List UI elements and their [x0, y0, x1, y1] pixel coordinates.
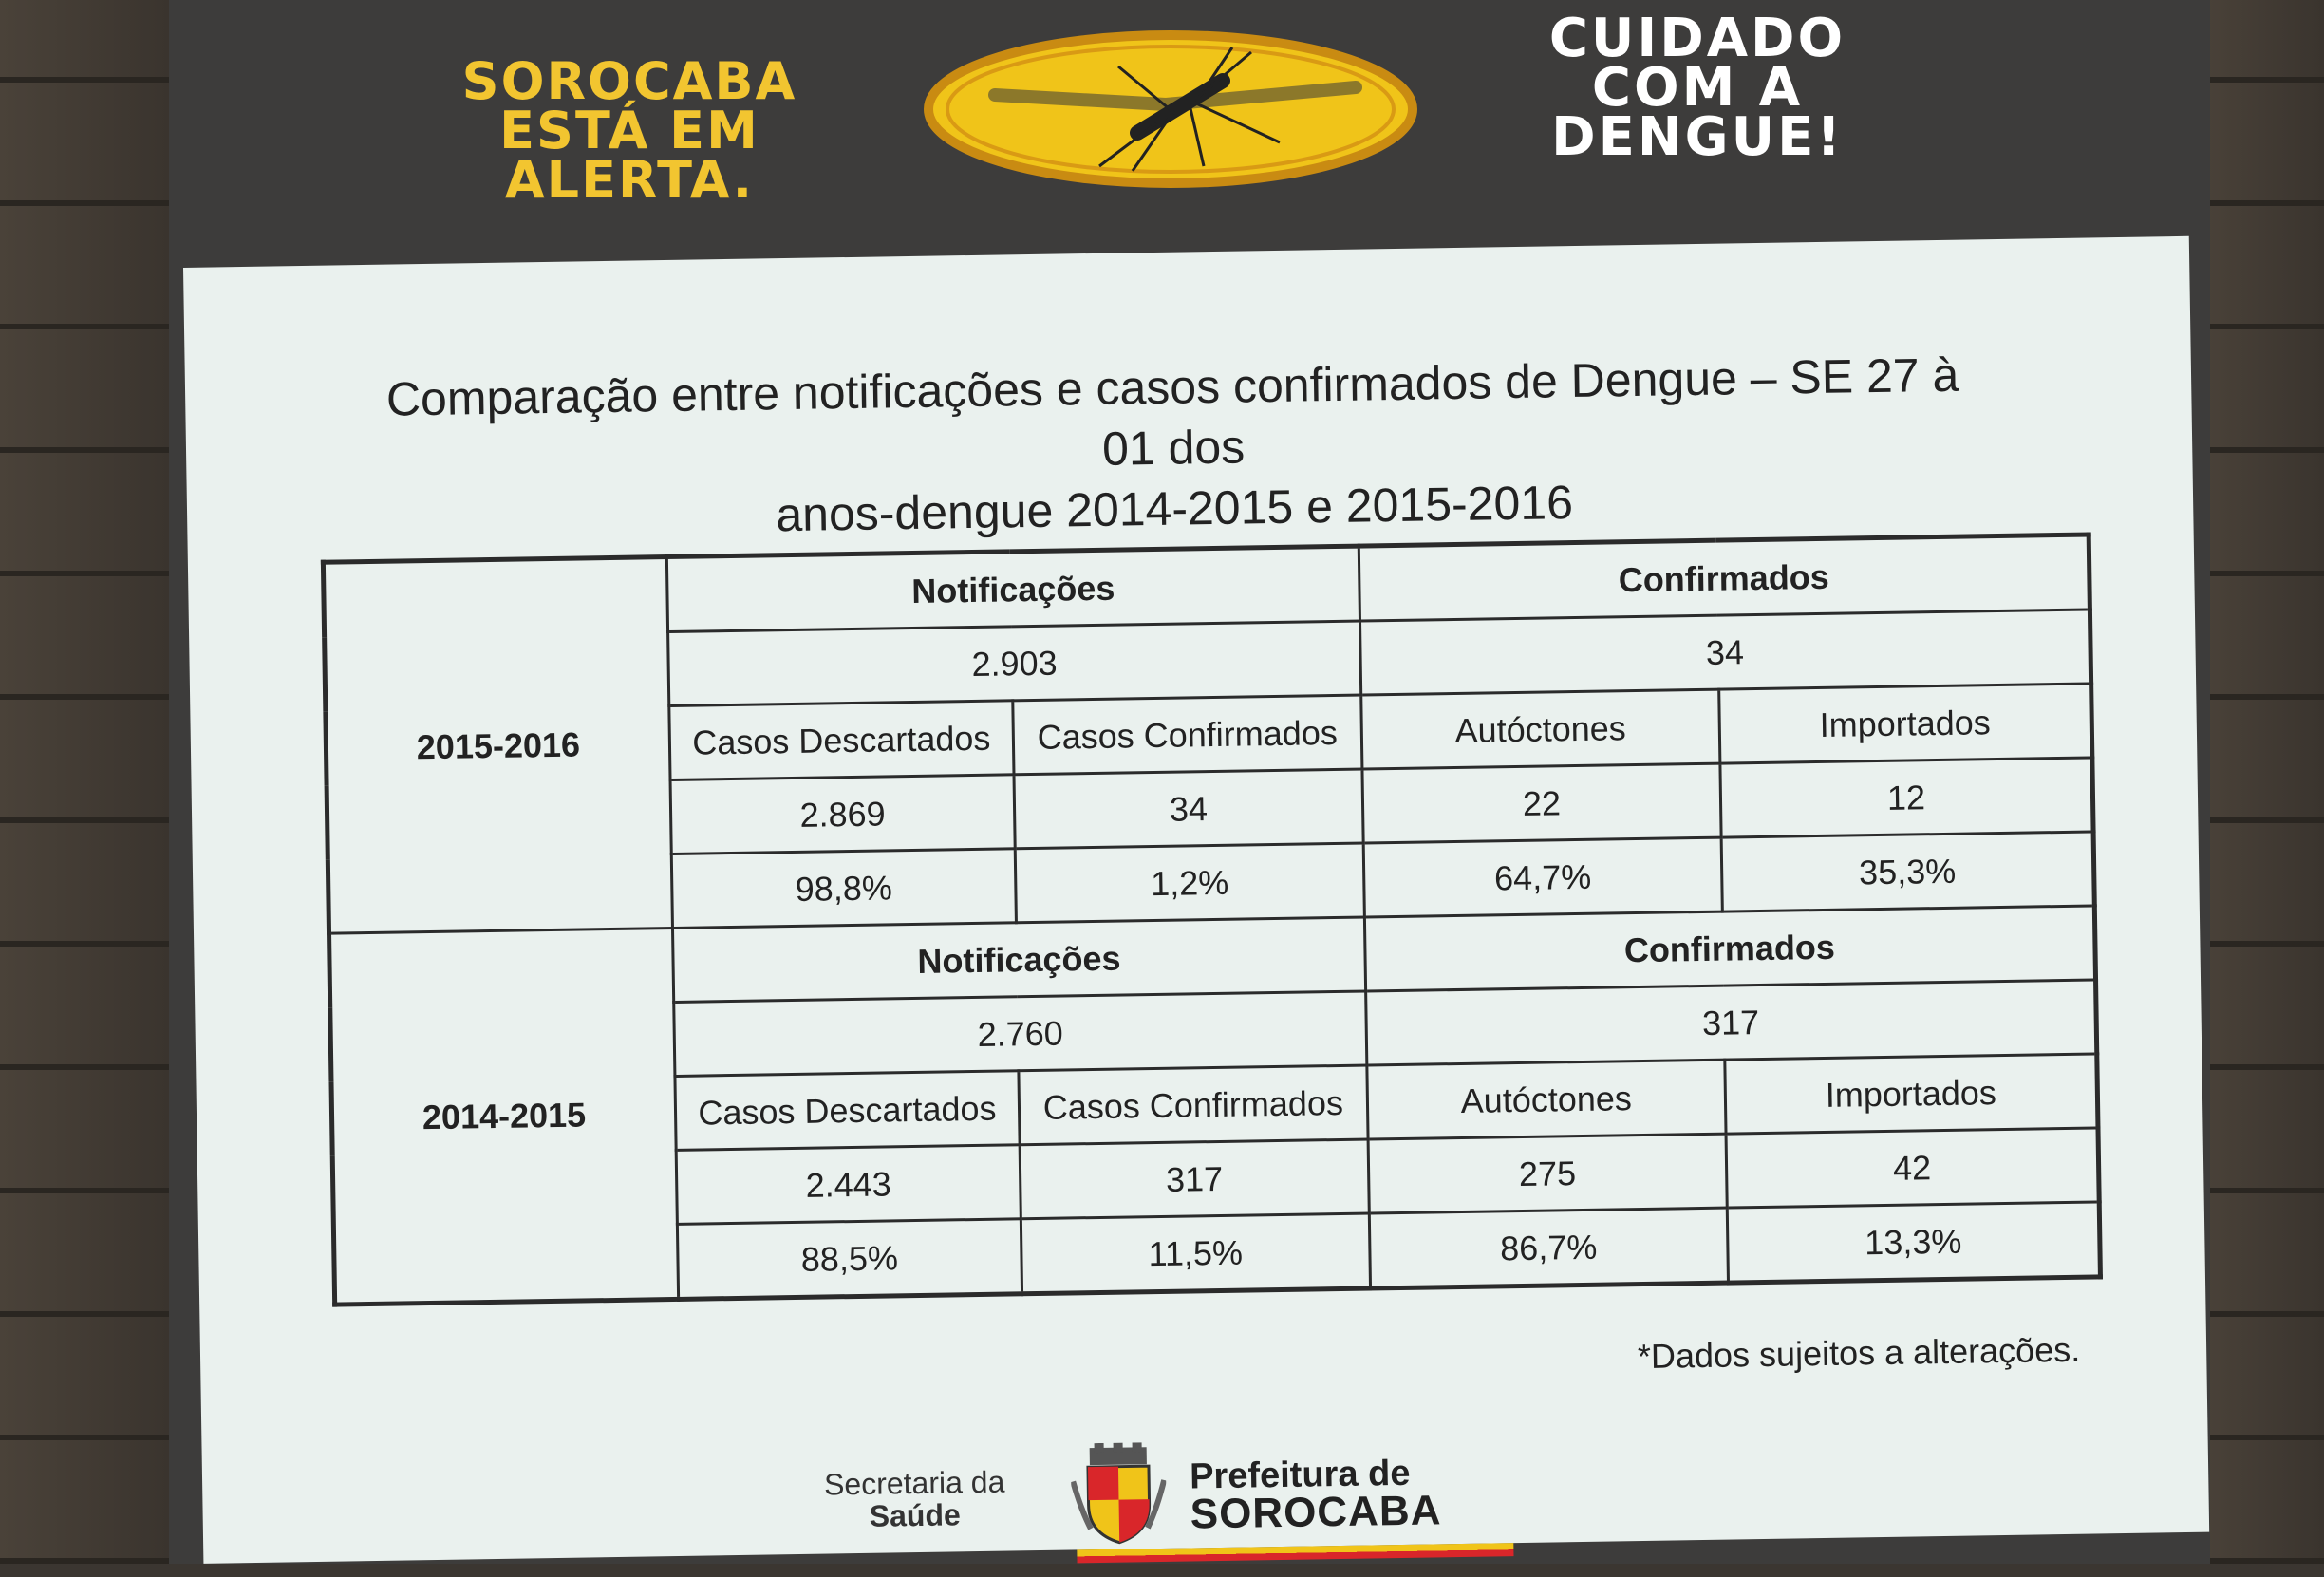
banner-left-line: SOROCABA [461, 51, 797, 111]
notificacoes-header: Notificações [666, 546, 1359, 631]
projection-screen [169, 0, 2210, 1564]
dengue-comparison-table [321, 532, 2103, 1306]
confirmados-total: 34 [1359, 610, 2090, 695]
count-cell: 2.869 [670, 775, 1015, 854]
city-crest-icon [1071, 1442, 1168, 1549]
notificacoes-header: Notificações [672, 917, 1365, 1002]
prefeitura-line: Prefeitura de [1189, 1453, 1411, 1497]
sub-header-cell: Importados [1719, 684, 2092, 763]
slide-title-line: anos-dengue 2014-2015 e 2015-2016 [775, 476, 1574, 542]
banner-left-line: ESTÁ EM [499, 101, 759, 160]
count-cell: 12 [1720, 758, 2093, 837]
slide [183, 236, 2209, 1564]
mosquito-icon [919, 28, 1422, 190]
sub-header-cell: Casos Descartados [669, 701, 1014, 780]
percent-cell: 1,2% [1015, 843, 1364, 923]
prefeitura-line: SOROCABA [1190, 1487, 1442, 1538]
banner-left-line: ALERTA. [504, 150, 755, 210]
secretaria-saude-logo [800, 1465, 1029, 1533]
percent-cell: 88,5% [677, 1219, 1021, 1300]
banner-warning-text [1489, 8, 1906, 168]
sub-header-cell: Casos Confirmados [1013, 695, 1362, 775]
confirmados-header: Confirmados [1364, 906, 2095, 991]
count-cell: 34 [1014, 769, 1363, 849]
count-cell: 275 [1368, 1134, 1727, 1213]
brick-wall-left [0, 0, 171, 1564]
period-label: 2014-2015 [329, 928, 679, 1305]
percent-cell: 11,5% [1021, 1213, 1370, 1294]
notificacoes-total: 2.903 [668, 621, 1361, 705]
confirmados-header: Confirmados [1359, 535, 2090, 621]
percent-cell: 98,8% [671, 849, 1016, 929]
confirmados-total: 317 [1365, 980, 2096, 1065]
slide-title-line: Comparação entre notificações e casos confirmados de Dengue – SE 27 à 01 dos [385, 347, 1959, 476]
footnote: *Dados sujeitos a alterações. [1637, 1329, 2081, 1377]
prefeitura-logo [1189, 1452, 1570, 1538]
percent-cell: 64,7% [1363, 837, 1722, 917]
banner-right-line: COM A [1591, 57, 1804, 119]
secretaria-line: Saúde [869, 1497, 962, 1533]
sub-header-cell: Autóctones [1367, 1060, 1726, 1139]
percent-cell: 35,3% [1721, 832, 2094, 911]
period-label: 2015-2016 [323, 557, 672, 934]
footer-logos [799, 1417, 1656, 1545]
count-cell: 42 [1726, 1128, 2099, 1208]
percent-cell: 86,7% [1369, 1208, 1728, 1288]
sub-header-cell: Casos Confirmados [1019, 1065, 1368, 1145]
sub-header-cell: Importados [1725, 1054, 2098, 1134]
sub-header-cell: Casos Descartados [675, 1071, 1020, 1151]
banner-right-line: CUIDADO [1548, 8, 1846, 69]
banner-right-line: DENGUE! [1551, 106, 1844, 168]
notificacoes-total: 2.760 [674, 991, 1367, 1076]
count-cell: 22 [1362, 763, 1721, 843]
slide-title [356, 344, 1992, 552]
count-cell: 317 [1020, 1139, 1369, 1219]
secretaria-line: Secretaria da [823, 1464, 1005, 1502]
brick-wall-right [2201, 0, 2324, 1564]
banner-alert-text [416, 51, 843, 210]
sub-header-cell: Autóctones [1361, 689, 1720, 769]
count-cell: 2.443 [676, 1145, 1021, 1225]
percent-cell: 13,3% [1727, 1202, 2100, 1283]
